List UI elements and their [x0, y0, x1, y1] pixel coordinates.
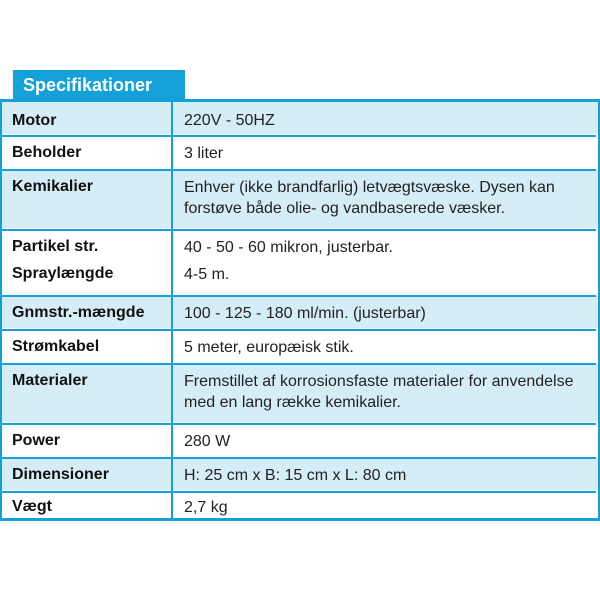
section-title: Specifikationer: [13, 70, 185, 100]
table-row: [2, 424, 598, 456]
table-row: [2, 296, 598, 328]
spec-label-motor: Motor: [12, 112, 57, 129]
row-divider: [0, 169, 596, 171]
column-divider: [171, 101, 173, 518]
spec-value-stroemkabel: 5 meter, europæisk stik.: [184, 339, 354, 356]
spec-label-materialer: Materialer: [12, 372, 88, 389]
table-row: [2, 330, 598, 362]
spec-value-kemikalier: Enhver (ikke brandfarlig) letvægtsvæske. Dysen kan forstøve både olie- og vandbaserede væsker.: [184, 179, 555, 217]
row-divider: [0, 135, 596, 137]
spec-label-spraylaengde: Spraylængde: [12, 265, 114, 282]
row-divider: [0, 229, 596, 231]
spec-value-gnmstr: 100 - 125 - 180 ml/min. (justerbar): [184, 305, 426, 322]
table-row: [2, 102, 598, 134]
row-divider: [0, 295, 596, 297]
row-divider: [0, 457, 596, 459]
spec-label-beholder: Beholder: [12, 144, 82, 161]
table-row: [2, 136, 598, 168]
table-row: [2, 230, 598, 294]
spec-label-gnmstr: Gnmstr.-mængde: [12, 304, 145, 321]
spec-label-partikel: Partikel str.: [12, 238, 99, 255]
spec-value-motor: 220V - 50HZ: [184, 112, 275, 129]
spec-label-power: Power: [12, 432, 61, 449]
spec-value-spraylaengde: 4-5 m.: [184, 266, 230, 283]
row-divider: [0, 491, 596, 493]
row-divider: [0, 329, 596, 331]
spec-value-vaegt: 2,7 kg: [184, 499, 228, 516]
table-row: [2, 170, 598, 228]
spec-value-partikel: 40 - 50 - 60 mikron, justerbar.: [184, 239, 393, 256]
table-row: [2, 492, 598, 518]
table-row: [2, 364, 598, 422]
table-row: [2, 458, 598, 490]
spec-label-dimensioner: Dimensioner: [12, 466, 109, 483]
spec-label-kemikalier: Kemikalier: [12, 178, 93, 195]
spec-value-beholder: 3 liter: [184, 145, 224, 162]
row-divider: [0, 363, 596, 365]
spec-value-materialer: Fremstillet af korrosionsfaste materialer for anvendelse med en lang række kemikalier.: [184, 373, 574, 411]
spec-value-dimensioner: H: 25 cm x B: 15 cm x L: 80 cm: [184, 467, 407, 484]
spec-label-stroemkabel: Strømkabel: [12, 338, 100, 355]
row-divider: [0, 423, 596, 425]
spec-label-vaegt: Vægt: [12, 498, 52, 515]
spec-value-power: 280 W: [184, 433, 231, 450]
